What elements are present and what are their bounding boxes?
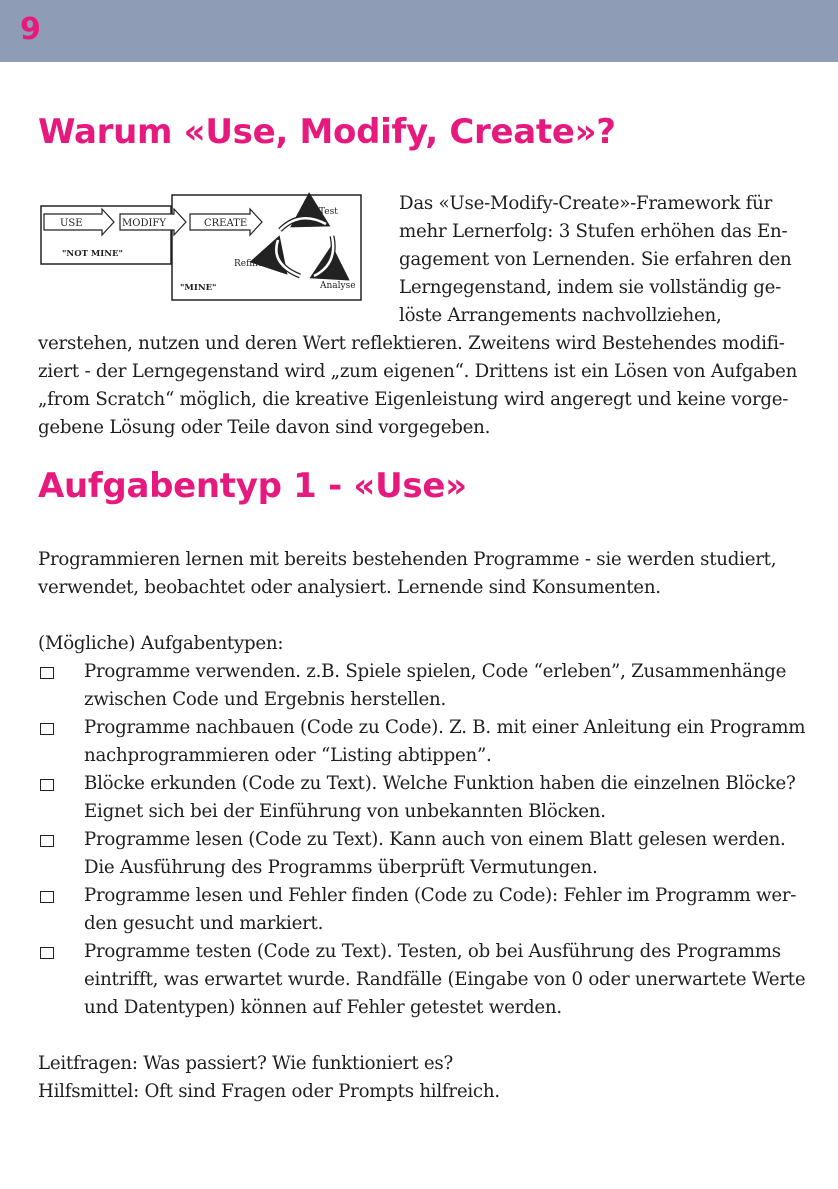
checkbox-icon [40, 779, 54, 791]
mine-label: "MINE" [180, 283, 217, 293]
list-item-line: nachprogrammieren oder “Listing abtippen”. [84, 745, 492, 766]
paragraph-line: Das «Use-Modify-Create»-Framework für [399, 193, 773, 214]
create-label: CREATE [204, 218, 248, 229]
list-item-line: Die Ausführung des Programms überprüft Vermutungen. [84, 857, 598, 878]
checkbox-icon [40, 891, 54, 903]
paragraph-line: verstehen, nutzen und deren Wert reflektieren. Zweitens wird Bestehendes modifi- [38, 333, 785, 354]
paragraph-line: gebene Lösung oder Teile davon sind vorgegeben. [38, 417, 491, 438]
analyse-label: Analyse [320, 281, 356, 291]
list-item-line: Eignet sich bei der Einführung von unbekannten Blöcken. [84, 801, 606, 822]
list-item-line: Programme verwenden. z.B. Spiele spielen, Code “erleben”, Zusammenhänge [84, 661, 787, 682]
list-item-line: zwischen Code und Ergebnis herstellen. [84, 689, 446, 710]
list-item-line: Programme lesen und Fehler finden (Code zu Code): Fehler im Programm wer- [84, 885, 797, 906]
list-item-line: Blöcke erkunden (Code zu Text). Welche Funktion haben die einzelnen Blöcke? [84, 773, 796, 794]
paragraph-line: löste Arrangements nachvollziehen, [399, 305, 722, 326]
leitfragen-line: Leitfragen: Was passiert? Wie funktioniert es? [38, 1053, 454, 1074]
page-header-bar [0, 0, 838, 62]
list-item-line: den gesucht und markiert. [84, 913, 324, 934]
not-mine-label: "NOT MINE" [62, 249, 123, 259]
page-number: 9 [20, 12, 41, 47]
list-item-line: eintrifft, was erwartet wurde. Randfälle (Eingabe von 0 oder unerwartete Werte [84, 969, 806, 990]
paragraph-line: ziert - der Lerngegenstand wird „zum eigenen“. Drittens ist ein Lösen von Aufgaben [38, 361, 798, 382]
list-item-line: Programme nachbauen (Code zu Code). Z. B. mit einer Anleitung ein Programm [84, 717, 806, 738]
list-item-line: und Datentypen) können auf Fehler getestet werden. [84, 997, 562, 1018]
test-label: Test [319, 207, 338, 217]
checkbox-icon [40, 947, 54, 959]
checkbox-icon [40, 835, 54, 847]
hilfsmittel-line: Hilfsmittel: Oft sind Fragen oder Prompts hilfreich. [38, 1081, 500, 1102]
refine-label: Refine [234, 259, 264, 269]
use-modify-create-diagram [38, 192, 364, 304]
use-label: USE [60, 218, 83, 229]
list-item-line: Programme lesen (Code zu Text). Kann auch von einem Blatt gelesen werden. [84, 829, 786, 850]
modify-label: MODIFY [122, 218, 166, 229]
list-item-line: Programme testen (Code zu Text). Testen, ob bei Ausführung des Programms [84, 941, 781, 962]
checkbox-icon [40, 723, 54, 735]
section-heading-aufgabentyp-1: Aufgabentyp 1 - «Use» [38, 466, 467, 506]
paragraph-line: mehr Lernerfolg: 3 Stufen erhöhen das En- [399, 221, 788, 242]
intro-line: Programmieren lernen mit bereits bestehenden Programme - sie werden studiert, [38, 549, 777, 570]
paragraph-line: Lerngegenstand, indem sie vollständig ge- [399, 277, 782, 298]
paragraph-line: gagement von Lernenden. Sie erfahren den [399, 249, 792, 270]
intro-line: verwendet, beobachtet oder analysiert. Lernende sind Konsumenten. [38, 577, 661, 598]
section-heading-warum: Warum «Use, Modify, Create»? [38, 112, 616, 152]
list-title: (Mögliche) Aufgabentypen: [38, 633, 284, 654]
paragraph-line: „from Scratch“ möglich, die kreative Eigenleistung wird angeregt und keine vorge- [38, 389, 789, 410]
checkbox-icon [40, 667, 54, 679]
